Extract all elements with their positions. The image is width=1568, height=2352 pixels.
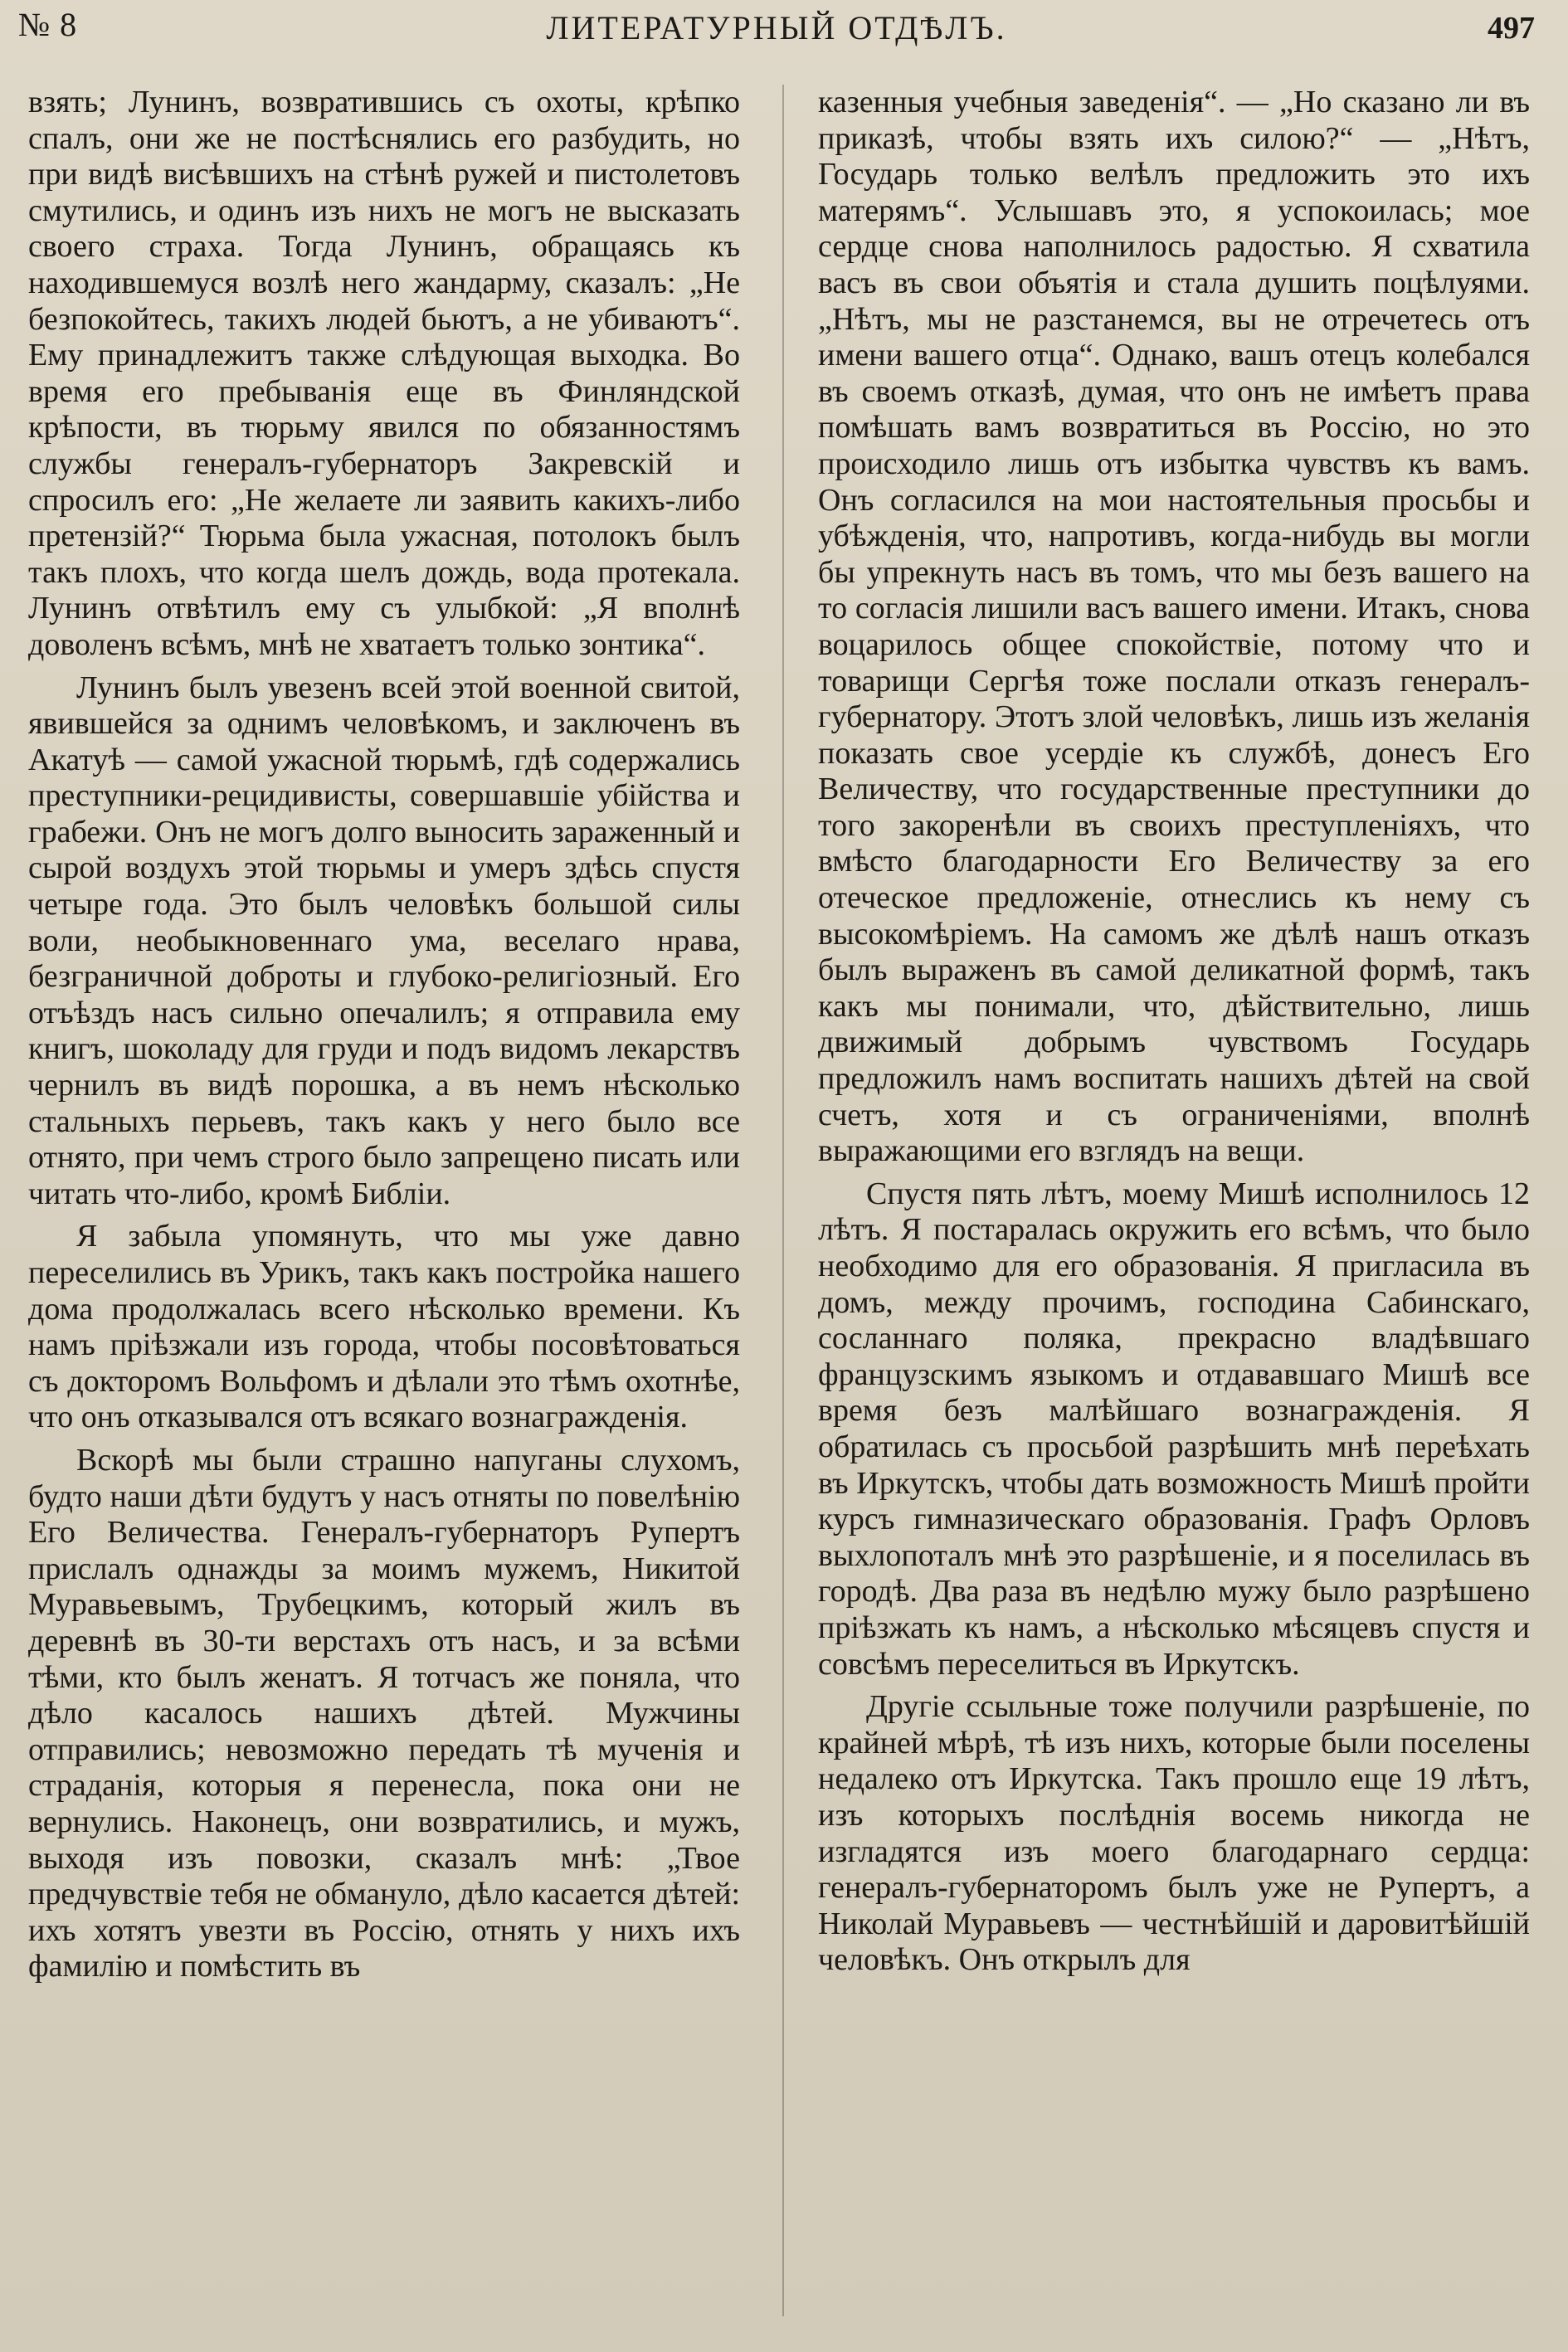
issue-number: № 8 bbox=[18, 6, 78, 43]
text-columns bbox=[28, 85, 1530, 2325]
left-column bbox=[28, 85, 740, 2325]
paragraph-right-2: Спустя пять лѣтъ, моему Мишѣ исполнилось 12 лѣтъ. Я постаралась окружить его всѣмъ, что было необходимо для его образованія. Я пригласила въ домъ, между прочимъ, господина Сабинскаго, сосланнаго поляка, прекрасно владѣвшаго французскимъ языкомъ и отдававшаго Мишѣ все время безъ малѣйшаго вознагражденія. Я обратилась съ просьбой разрѣшить мнѣ переѣхать въ Иркутскъ, чтобы дать возможность Мишѣ пройти курсъ гимназическаго образованія. Графъ Орловъ выхлопоталъ мнѣ это разрѣшеніе, и я поселилась въ городѣ. Два раза въ недѣлю мужу было разрѣшено пріѣзжать къ намъ, а нѣсколько мѣсяцевъ спустя и совсѣмъ переселиться въ Иркутскъ. bbox=[818, 1176, 1530, 1682]
paragraph-left-2: Лунинъ былъ увезенъ всей этой военной свитой, явившейся за однимъ человѣкомъ, и заключенъ въ Акатуѣ — самой ужасной тюрьмѣ, гдѣ содержались преступники-рецидивисты, совершавшіе убійства и грабежи. Онъ не могъ долго выносить зараженный и сырой воздухъ этой тюрьмы и умеръ здѣсь спустя четыре года. Это былъ человѣкъ большой силы воли, необыкновеннаго ума, веселаго нрава, безграничной доброты и глубоко-религіозный. Его отъѣздъ насъ сильно опечалилъ; я отправила ему книгъ, шоколаду для груди и подъ видомъ лекарствъ чернилъ въ видѣ порошка, а въ немъ нѣсколько стальныхъ перьевъ, такъ какъ у него было все отнято, при чемъ строго было запрещено писать или читать что-либо, кромѣ Библіи. bbox=[28, 670, 740, 1211]
page-number: 497 bbox=[1488, 11, 1535, 46]
paragraph-left-4: Вскорѣ мы были страшно напуганы слухомъ, будто наши дѣти будутъ у насъ отняты по повелѣнію Его Величества. Генералъ-губернаторъ Рупертъ прислалъ однажды за моимъ мужемъ, Никитой Муравьевымъ, Трубецкимъ, который жилъ въ деревнѣ въ 30-ти верстахъ отъ насъ, и за всѣми тѣми, кто былъ женатъ. Я тотчасъ же поняла, что дѣло касалось нашихъ дѣтей. Мужчины отправились; невозможно передать тѣ мученія и страданія, которыя я перенесла, пока они не вернулись. Наконецъ, они возвратились, и мужъ, выходя изъ повозки, сказалъ мнѣ: „Твое предчувствіе тебя не обмануло, дѣло касается дѣтей: ихъ хотятъ увезти въ Россію, отнять у нихъ ихъ фамилію и помѣстить въ bbox=[28, 1442, 740, 1984]
running-head bbox=[18, 5, 1535, 55]
paragraph-left-1: взять; Лунинъ, возвратившись съ охоты, крѣпко спалъ, они же не постѣснялись его разбудить, но при видѣ висѣвшихъ на стѣнѣ ружей и пистолетовъ смутились, и одинъ изъ нихъ не могъ не высказать своего страха. Тогда Лунинъ, обращаясь къ находившемуся возлѣ него жандарму, сказалъ: „Не безпокойтесь, такихъ людей бьютъ, а не убиваютъ“. Ему принадлежитъ также слѣдующая выходка. Во время его пребыванія еще въ Финляндской крѣпости, въ тюрьму явился по обязанностямъ службы генералъ-губернаторъ Закревскій и спросилъ его: „Не желаете ли заявить какихъ-либо претензій?“ Тюрьма была ужасная, потолокъ былъ такъ плохъ, что когда шелъ дождь, вода протекала. Лунинъ отвѣтилъ ему съ улыбкой: „Я вполнѣ доволенъ всѣмъ, мнѣ не хватаетъ только зонтика“. bbox=[28, 85, 740, 662]
paragraph-right-1: казенныя учебныя заведенія“. — „Но сказано ли въ приказѣ, чтобы взять ихъ силою?“ — „Нѣтъ, Государь только велѣлъ предложить это ихъ матерямъ“. Услышавъ это, я успокоилась; мое сердце снова наполнилось радостью. Я схватила васъ въ свои объятія и стала душить поцѣлуями. „Нѣтъ, мы не разстанемся, вы не отречетесь отъ имени вашего отца“. Однако, вашъ отецъ колебался въ своемъ отказѣ, думая, что онъ не имѣетъ права помѣшать вамъ возвратиться въ Россію, но это происходило лишь отъ избытка чувствъ къ вамъ. Онъ согласился на мои настоятельныя просьбы и убѣжденія, что, напротивъ, когда-нибудь вы могли бы упрекнуть насъ въ томъ, что мы безъ вашего на то согласія лишили васъ вашего имени. Итакъ, снова воцарилось общее спокойствіе, потому что и товарищи Сергѣя тоже послали отказъ генералъ-губернатору. Этотъ злой человѣкъ, лишь изъ желанія показать свое усердіе къ службѣ, донесъ Его Величеству, что государственные преступники до того закоренѣли въ своихъ преступленіяхъ, что вмѣсто благодарности Его Величеству за его отеческое предложеніе, отнеслись къ нему съ высокомѣріемъ. На самомъ же дѣлѣ нашъ отказъ былъ выраженъ въ самой деликатной формѣ, такъ какъ мы понимали, что, дѣйствительно, лишь движимый добрымъ чувствомъ Государь предложилъ намъ воспитать нашихъ дѣтей на свой счетъ, хотя и съ ограниченіями, вполнѣ выражающими его взглядъ на вещи. bbox=[818, 85, 1530, 1169]
right-column bbox=[818, 85, 1530, 2325]
section-title: ЛИТЕРАТУРНЫЙ ОТДѢЛЪ. bbox=[546, 9, 1007, 46]
paragraph-right-3: Другіе ссыльные тоже получили разрѣшеніе, по крайней мѣрѣ, тѣ изъ нихъ, которые были поселены недалеко отъ Иркутска. Такъ прошло еще 19 лѣтъ, изъ которыхъ послѣднія восемь никогда не изгладятся изъ моего благодарнаго сердца: генералъ-губернаторомъ былъ уже не Рупертъ, а Николай Муравьевъ — честнѣйшій и даровитѣйшій человѣкъ. Онъ открылъ для bbox=[818, 1689, 1530, 1978]
paragraph-left-3: Я забыла упомянуть, что мы уже давно переселились въ Урикъ, такъ какъ постройка нашего дома продолжалась всего нѣсколько времени. Къ намъ пріѣзжали изъ города, чтобы посовѣтоваться съ докторомъ Вольфомъ и дѣлали это тѣмъ охотнѣе, что онъ отказывался отъ всякаго вознагражденія. bbox=[28, 1219, 740, 1435]
